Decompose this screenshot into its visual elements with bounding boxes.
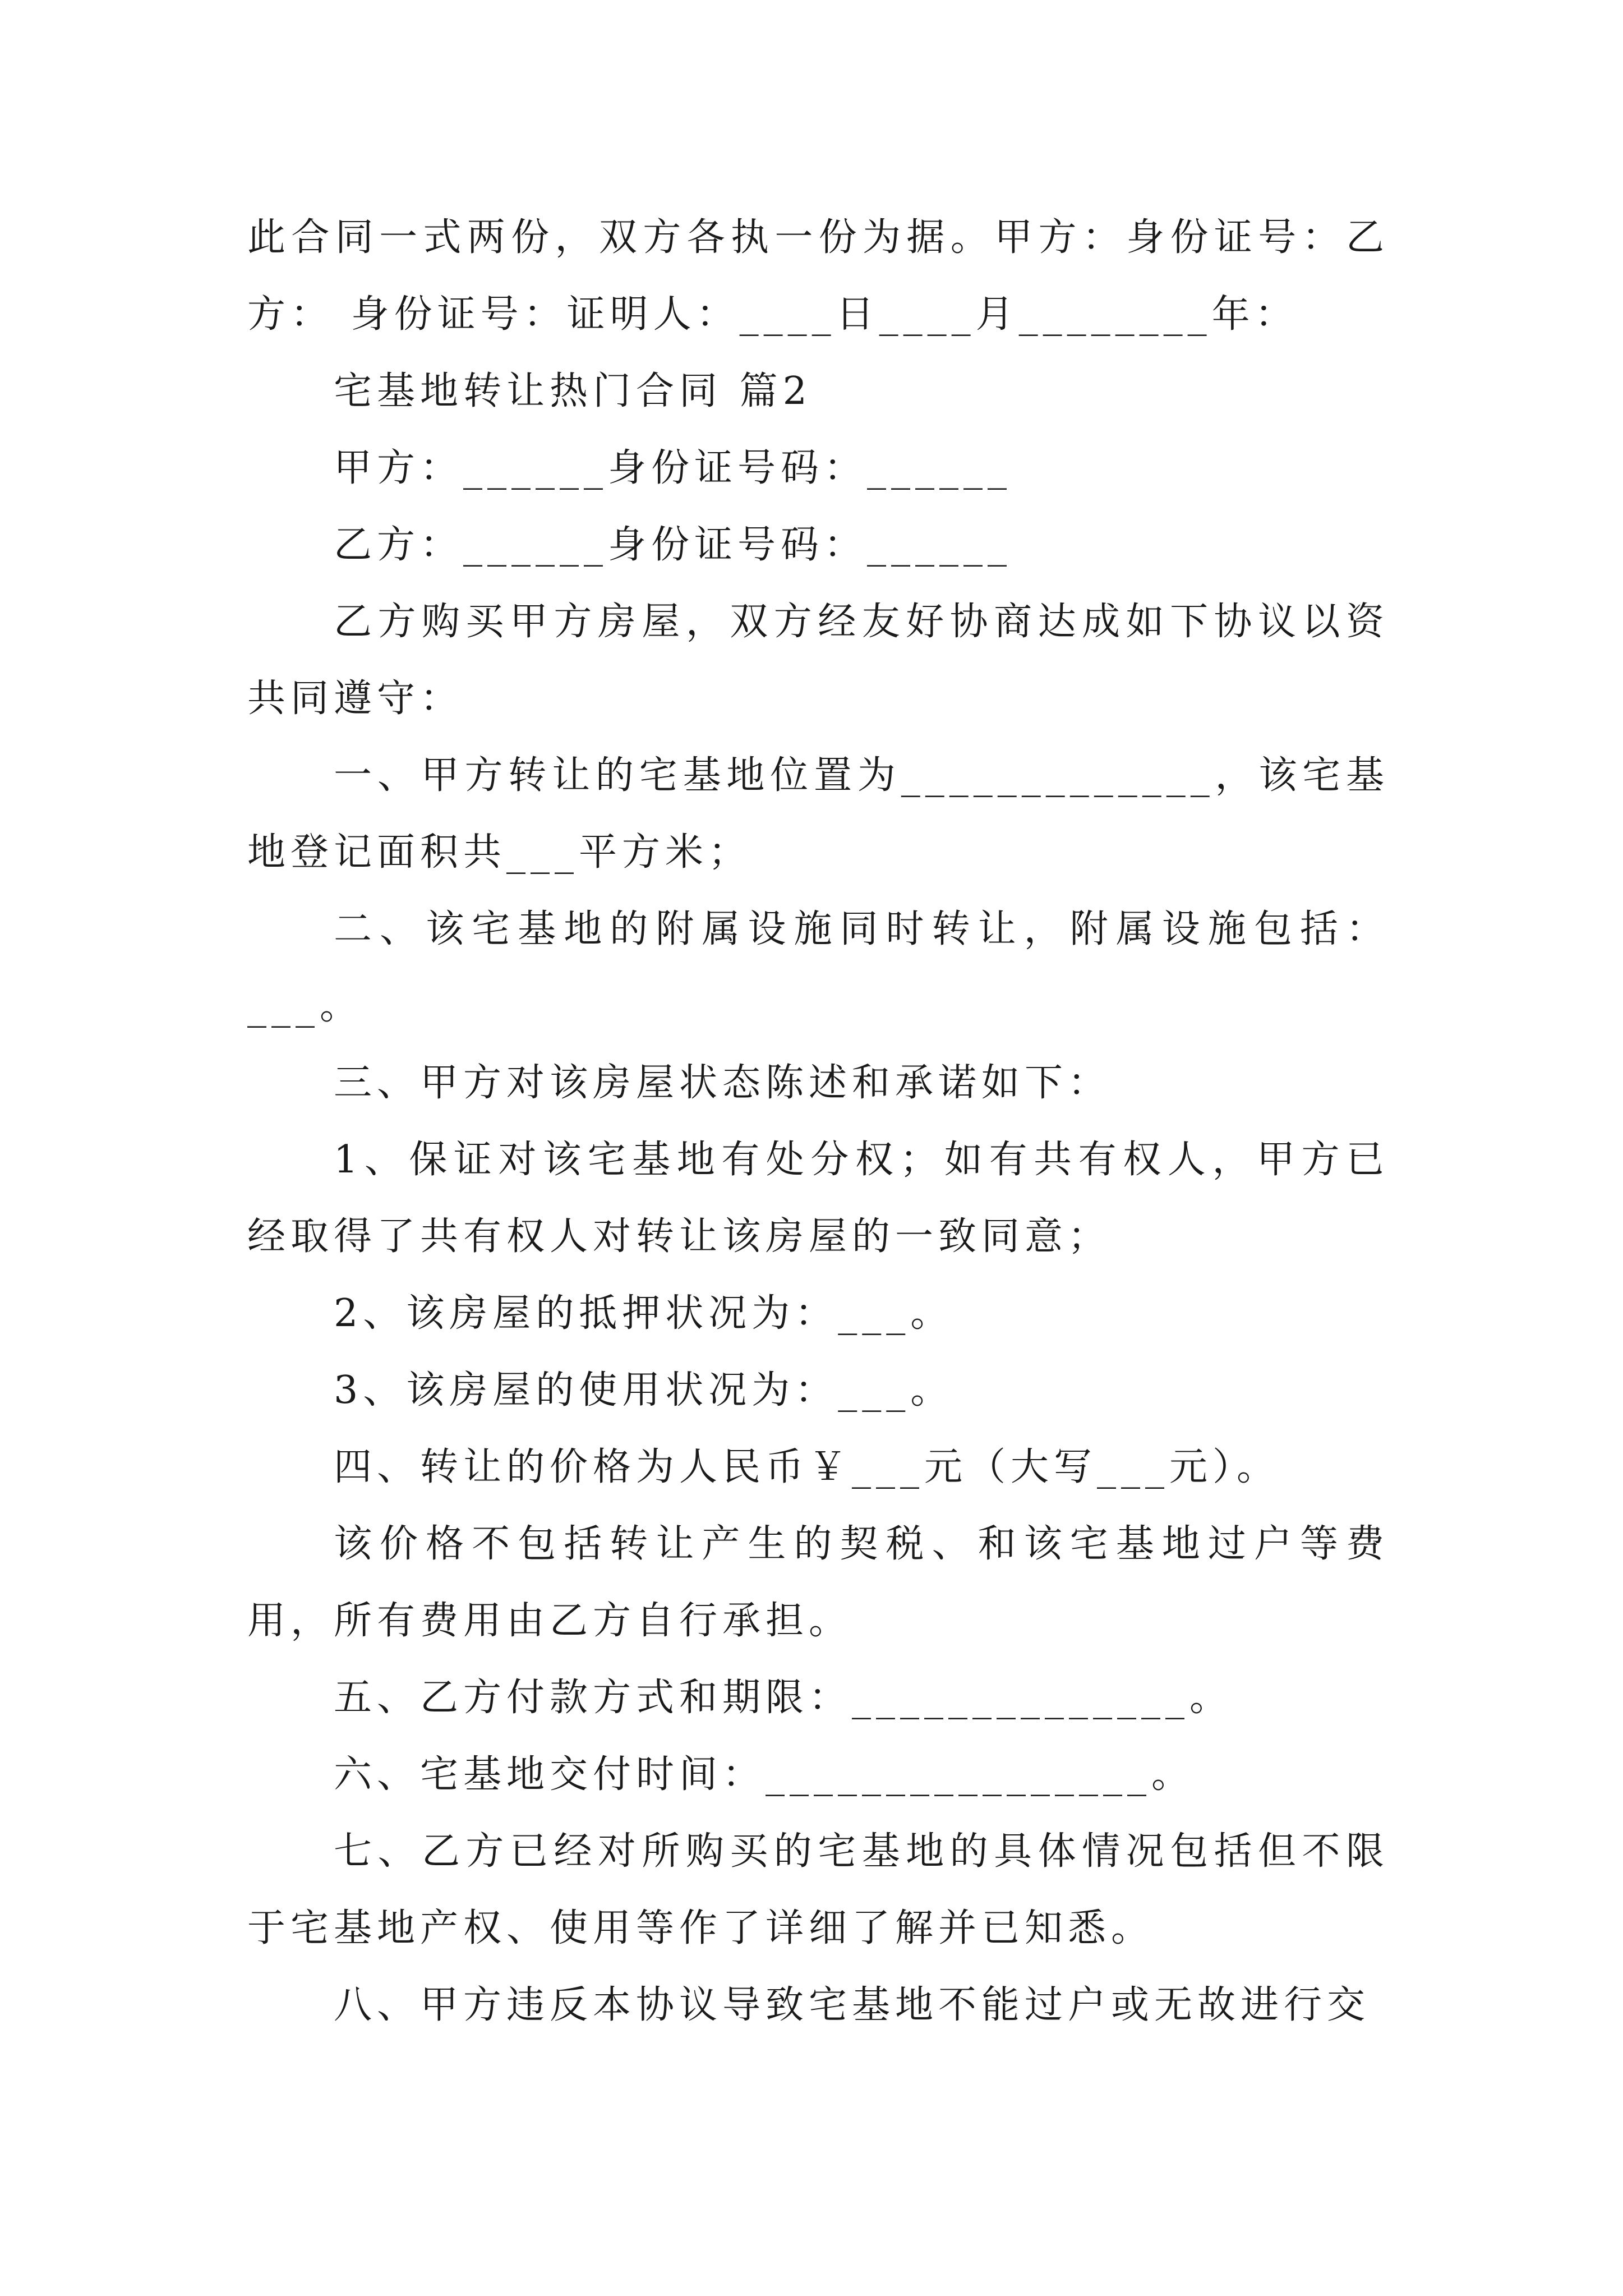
clause-6: 六、宅基地交付时间：________________。 [334, 1752, 1195, 1797]
clause-5: 五、乙方付款方式和期限：______________。 [334, 1676, 1233, 1720]
clause-3-item-3: 3、该房屋的使用状况为：___。 [334, 1368, 954, 1412]
party-b-line: 乙方：______身份证号码：______ [334, 523, 1012, 567]
clause-7: 七、乙方已经对所购买的宅基地的具体情况包括但不限于宅基地产权、使用等作了详细了解并已知悉。 [247, 1829, 1389, 1950]
section-heading: 宅基地转让热门合同 篇2 [334, 369, 812, 413]
paragraph-closing-signatures: 此合同一式两份，双方各执一份为据。甲方：身份证号：乙方： 身份证号：证明人：____日____月________年： [247, 215, 1389, 337]
clause-8: 八、甲方违反本协议导致宅基地不能过户或无故进行交 [334, 1983, 1371, 2027]
clause-2: 二、该宅基地的附属设施同时转让，附属设施包括：___。 [247, 907, 1389, 1028]
clause-1: 一、甲方转让的宅基地位置为_____________，该宅基地登记面积共___平方米； [247, 753, 1389, 875]
clause-3-item-1: 1、保证对该宅基地有处分权；如有共有权人，甲方已经取得了共有权人对转让该房屋的一致同意； [247, 1138, 1389, 1259]
clause-3-item-2: 2、该房屋的抵押状况为：___。 [334, 1291, 954, 1336]
clause-4: 四、转让的价格为人民币￥___元（大写___元）。 [334, 1445, 1280, 1489]
paragraph-preamble: 乙方购买甲方房屋，双方经友好协商达成如下协议以资共同遵守： [247, 600, 1389, 721]
party-a-line: 甲方：______身份证号码：______ [334, 446, 1012, 490]
clause-4-note: 该价格不包括转让产生的契税、和该宅基地过户等费用，所有费用由乙方自行承担。 [247, 1522, 1389, 1643]
contract-text [247, 199, 1389, 2044]
clause-3: 三、甲方对该房屋状态陈述和承诺如下： [334, 1061, 1112, 1105]
